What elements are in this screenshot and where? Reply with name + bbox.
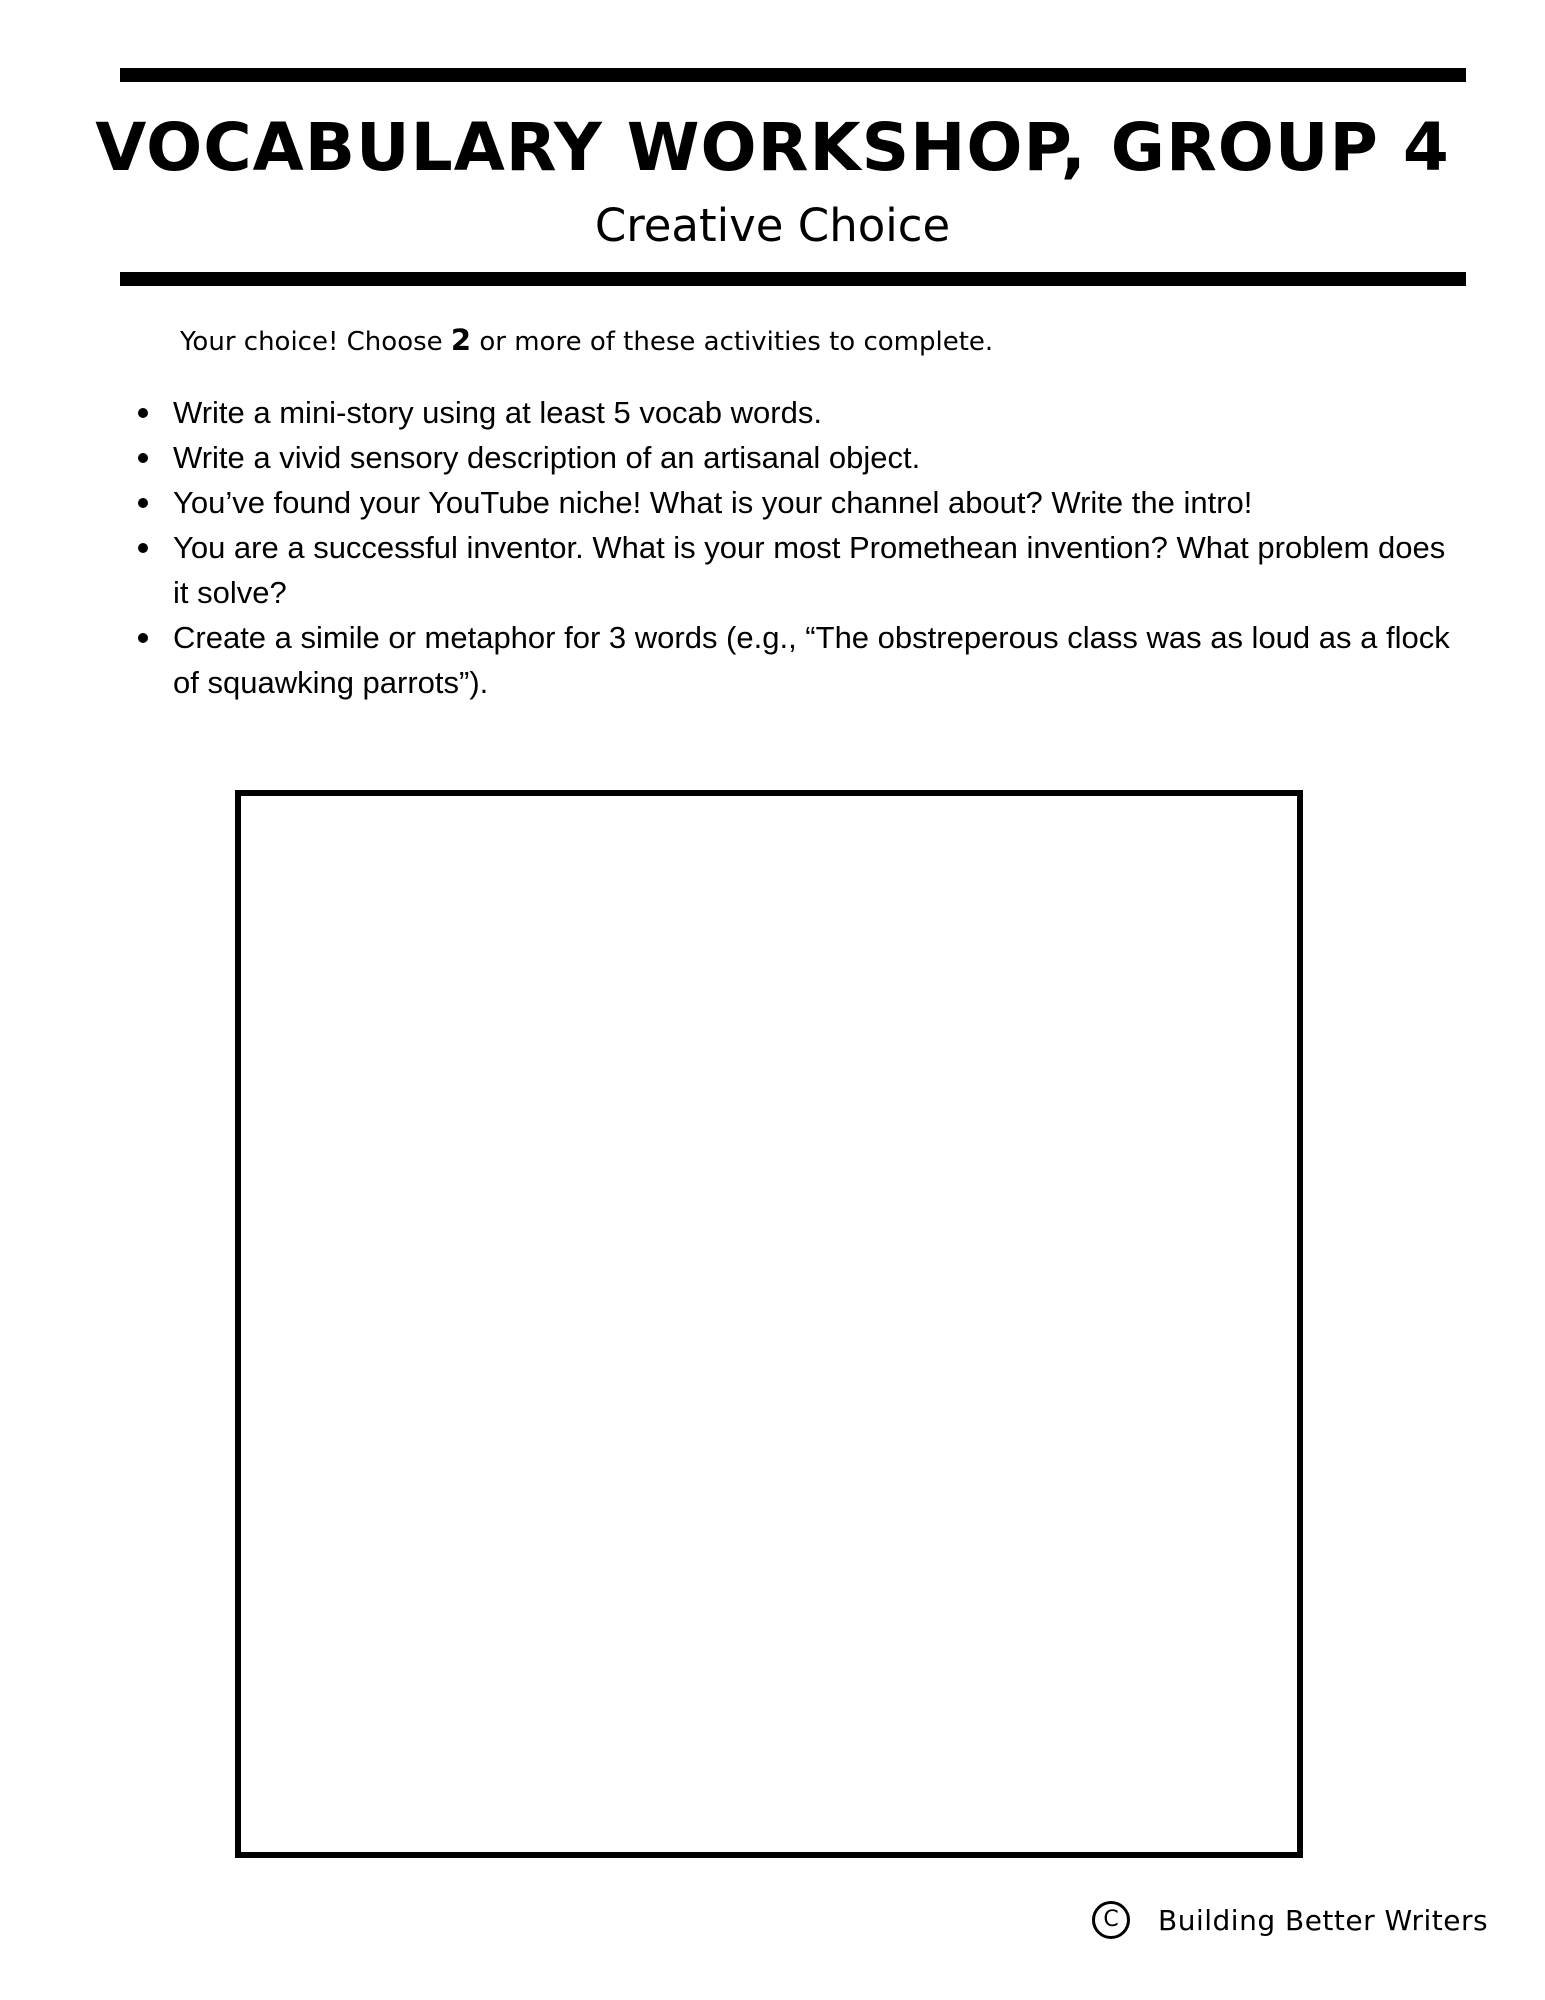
list-item [0, 525, 1466, 615]
activity-text: Write a mini-story using at least 5 vocab words. [173, 395, 822, 430]
bullet-icon [138, 498, 148, 508]
answer-box [235, 790, 1303, 1858]
list-item [0, 435, 1466, 480]
activity-text: You are a successful inventor. What is your most Promethean invention? What problem does it solve? [173, 530, 1446, 610]
list-item [0, 480, 1466, 525]
page-subtitle: Creative Choice [594, 199, 951, 252]
footer-credit [1092, 1896, 1488, 1944]
bullet-icon [138, 453, 148, 463]
copyright-icon: C [1092, 1901, 1130, 1939]
header-bottom-rule [120, 272, 1466, 286]
bullet-icon [138, 408, 148, 418]
list-item [0, 390, 1466, 435]
activity-text: Create a simile or metaphor for 3 words (e.g., “The obstreperous class was as loud as a flock of squawking parrots”). [173, 620, 1450, 700]
activity-text: Write a vivid sensory description of an artisanal object. [173, 440, 921, 475]
activity-text: You’ve found your YouTube niche! What is your channel about? Write the intro! [173, 485, 1253, 520]
header-top-rule [120, 68, 1466, 82]
instruction-number: 2 [450, 323, 472, 357]
instruction-before: Your choice! Choose [180, 327, 451, 357]
instruction-text [180, 322, 993, 360]
bullet-icon [138, 633, 148, 643]
activity-list [0, 390, 1466, 705]
page-title: VOCABULARY WORKSHOP, GROUP 4 [95, 109, 1450, 186]
instruction-after: or more of these activities to complete. [471, 327, 994, 357]
list-item [0, 615, 1466, 705]
footer-text: Building Better Writers [1158, 1903, 1489, 1937]
bullet-icon [138, 543, 148, 553]
